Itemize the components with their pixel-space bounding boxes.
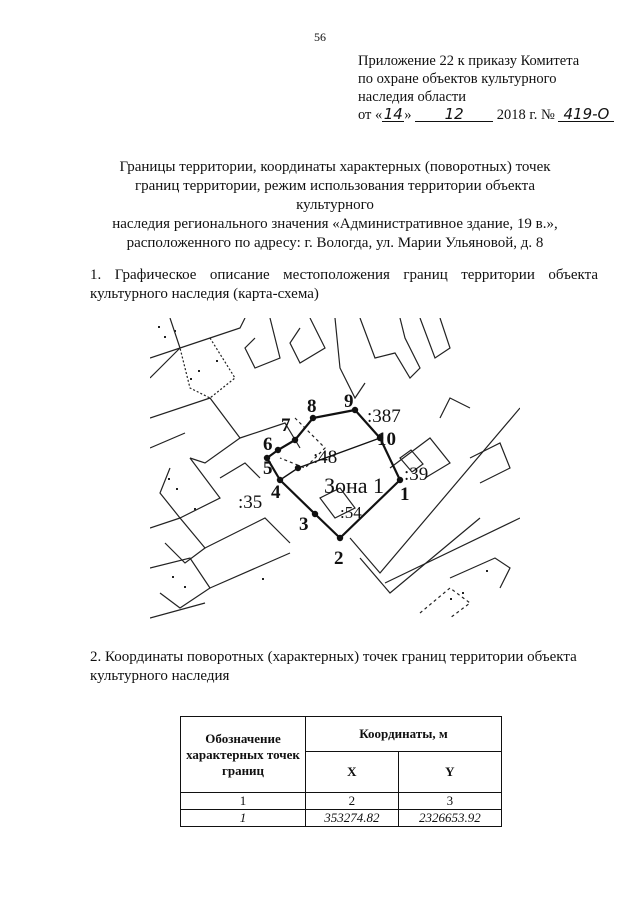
parcel-label-387: :387	[367, 406, 401, 427]
date-mid: »	[404, 107, 412, 123]
point-label-5: 5	[263, 458, 273, 479]
date-year: 2018 г. №	[496, 107, 555, 123]
cadastral-lines	[150, 318, 520, 618]
appendix-line-3: наследия области	[358, 89, 467, 105]
header-x: X	[306, 752, 399, 793]
cell-point: 1	[181, 810, 306, 827]
order-number: 419-О	[558, 107, 614, 122]
date-day: 14	[383, 105, 403, 123]
date-prefix: от «	[358, 107, 383, 123]
title-line-2: границ территории, режим использования территории объекта культурного	[134, 178, 536, 213]
point-label-3: 3	[299, 514, 309, 535]
point-6-marker	[275, 447, 281, 453]
title-line-4: расположенного по адресу: г. Вологда, ул. Марии Ульяновой, д. 8	[126, 235, 544, 251]
point-label-10: 10	[377, 429, 396, 450]
point-label-7: 7	[281, 415, 291, 436]
point-label-6: 6	[263, 434, 273, 455]
point-label-4: 4	[271, 482, 281, 503]
header-y: Y	[398, 752, 501, 793]
point-3-marker	[312, 511, 318, 517]
point-label-9: 9	[344, 391, 354, 412]
coordinates-table	[180, 716, 502, 827]
point-7-marker	[292, 437, 298, 443]
cell-x: 353274.82	[306, 810, 399, 827]
point-label-2: 2	[334, 548, 344, 569]
point-2-marker	[337, 535, 343, 541]
table-row	[181, 810, 502, 827]
inner-point-marker	[295, 465, 301, 471]
page-number: 56	[314, 30, 326, 44]
parcel-label-35: :35	[238, 492, 263, 513]
point-1-marker	[397, 477, 403, 483]
cell-y: 2326653.92	[398, 810, 501, 827]
header-coordinates: Координаты, м	[306, 717, 502, 752]
boundary-map-scheme	[150, 318, 520, 630]
section-1-heading: 1. Графическое описание местоположения границ территории объекта культурного наследия (карта-схема)	[90, 267, 598, 302]
appendix-header	[358, 52, 628, 124]
index-col-1: 1	[181, 793, 306, 810]
index-col-3: 3	[398, 793, 501, 810]
appendix-date-line	[358, 106, 628, 124]
header-points: Обозначение характерных точек границ	[181, 717, 306, 793]
parcel-label-54: :54	[340, 503, 362, 522]
document-title	[100, 158, 570, 253]
appendix-line-1: Приложение 22 к приказу Комитета	[358, 53, 580, 69]
parcel-label-48: :48	[313, 447, 338, 468]
point-label-8: 8	[307, 396, 317, 417]
zone-label: Зона 1	[324, 473, 385, 498]
date-month: 12	[415, 107, 493, 122]
parcel-label-39: :39	[404, 464, 429, 485]
title-line-1: Границы территории, координаты характерных (поворотных) точек	[119, 159, 551, 175]
appendix-line-2: по охране объектов культурного	[358, 71, 557, 87]
point-label-1: 1	[400, 484, 410, 505]
title-line-3: наследия регионального значения «Административное здание, 19 в.»,	[112, 216, 558, 232]
section-2-heading: 2. Координаты поворотных (характерных) точек границ территории объекта культурного наследия	[90, 649, 577, 684]
index-col-2: 2	[306, 793, 399, 810]
